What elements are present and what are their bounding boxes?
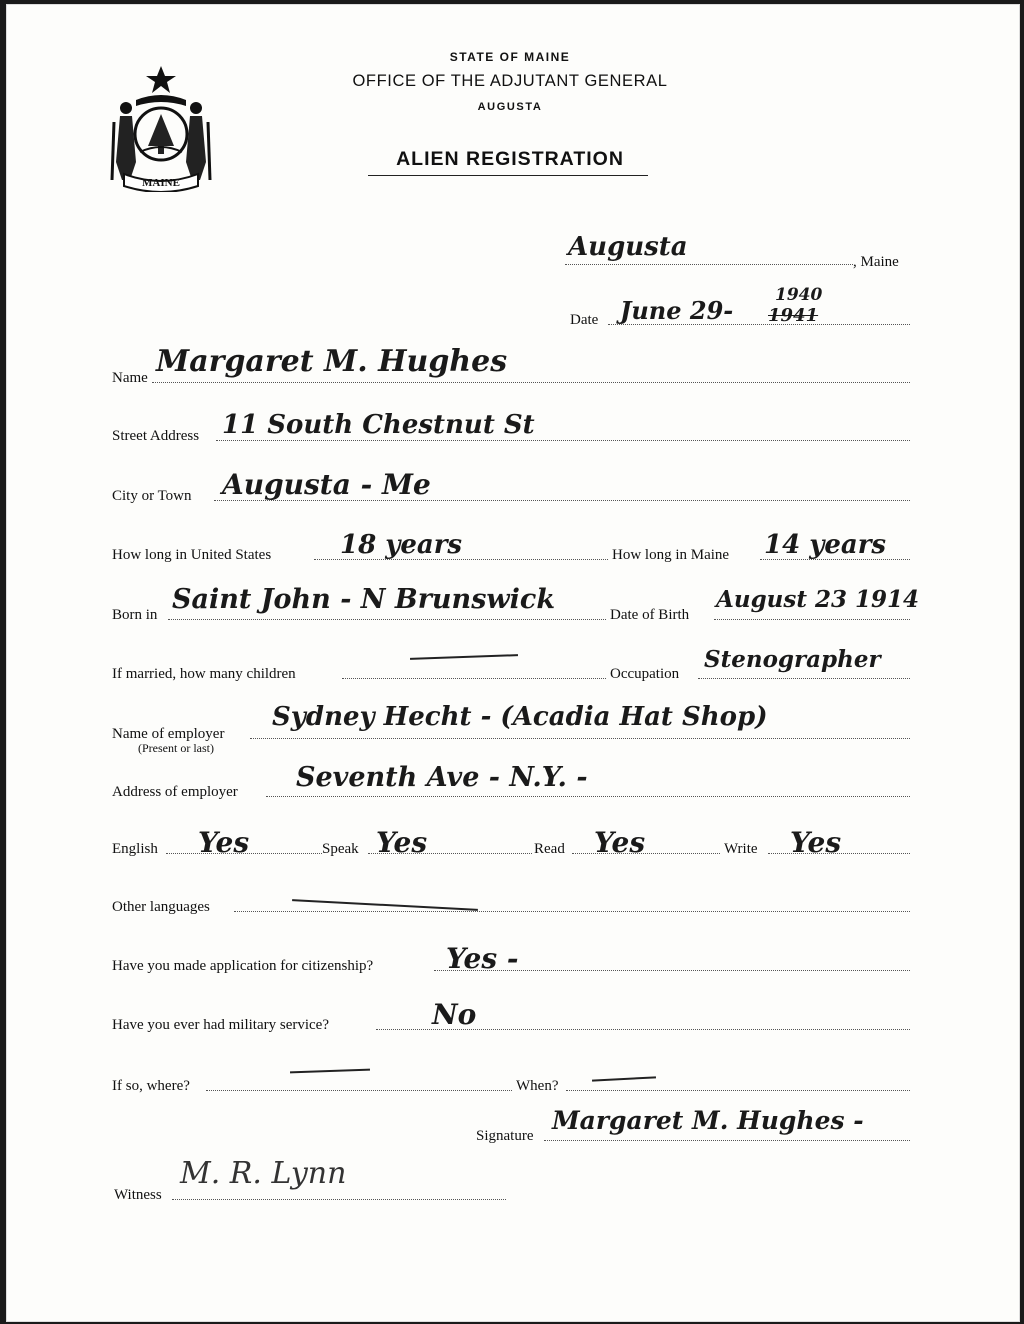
how-long-us-label: How long in United States: [112, 547, 272, 563]
occupation-label: Occupation: [610, 666, 680, 682]
witness-value[interactable]: M. R. Lynn: [180, 1156, 347, 1191]
dob-value[interactable]: August 23 1914: [716, 586, 919, 613]
maine-label: , Maine: [853, 254, 899, 270]
citizenship-label: Have you made application for citizenship?: [112, 958, 374, 974]
write-label: Write: [724, 841, 758, 857]
year-corrected-value: 1940: [775, 285, 823, 305]
born-label: Born in: [112, 607, 158, 623]
employer-value[interactable]: Sydney Hecht - (Acadia Hat Shop): [272, 702, 768, 732]
name-label: Name: [112, 370, 148, 386]
form-title: ALIEN REGISTRATION: [396, 148, 624, 170]
dob-label: Date of Birth: [610, 607, 690, 623]
employer-address-line: [266, 796, 910, 797]
where-line: [206, 1090, 512, 1091]
other-languages-line: [234, 911, 910, 912]
where-label: If so, where?: [112, 1078, 190, 1094]
speak-value[interactable]: Yes: [376, 826, 428, 859]
read-value[interactable]: Yes: [594, 826, 646, 859]
witness-label: Witness: [114, 1187, 162, 1203]
married-line: [342, 678, 606, 679]
speak-label: Speak: [322, 841, 359, 857]
signature-line: [544, 1140, 910, 1141]
date-value[interactable]: June 29-: [620, 296, 734, 325]
header-state: STATE OF MAINE: [449, 50, 571, 64]
english-label: English: [112, 841, 158, 857]
street-value[interactable]: 11 South Chestnut St: [222, 410, 535, 440]
english-value[interactable]: Yes: [198, 826, 250, 859]
header-city: AUGUSTA: [477, 101, 543, 113]
born-value[interactable]: Saint John - N Brunswick: [172, 584, 556, 615]
when-label: When?: [516, 1078, 559, 1094]
place-line: [565, 264, 853, 265]
street-line: [216, 440, 910, 441]
other-languages-label: Other languages: [112, 899, 210, 915]
year-struck-value: 1941: [768, 305, 819, 326]
name-line: [152, 382, 910, 383]
how-long-me-label: How long in Maine: [612, 547, 730, 563]
how-long-me-value[interactable]: 14 years: [764, 530, 887, 560]
citizenship-value[interactable]: Yes -: [446, 942, 519, 975]
header-office: OFFICE OF THE ADJUTANT GENERAL: [352, 72, 668, 90]
employer-label: Name of employer: [112, 726, 225, 742]
occupation-value[interactable]: Stenographer: [704, 646, 881, 673]
title-underline: [368, 175, 648, 176]
dob-line: [714, 619, 910, 620]
born-line: [168, 619, 606, 620]
name-value[interactable]: Margaret M. Hughes: [156, 344, 508, 379]
military-value[interactable]: No: [432, 998, 477, 1031]
street-label: Street Address: [112, 428, 200, 444]
how-long-us-value[interactable]: 18 years: [340, 530, 463, 560]
military-label: Have you ever had military service?: [112, 1017, 329, 1033]
signature-value[interactable]: Margaret M. Hughes -: [552, 1106, 864, 1135]
city-label: City or Town: [112, 488, 192, 504]
married-label: If married, how many children: [112, 666, 296, 682]
employer-address-value[interactable]: Seventh Ave - N.Y. -: [296, 762, 588, 793]
date-label: Date: [570, 312, 599, 328]
write-value[interactable]: Yes: [790, 826, 842, 859]
when-line: [566, 1090, 910, 1091]
occupation-line: [698, 678, 910, 679]
employer-line: [250, 738, 910, 739]
signature-label: Signature: [476, 1128, 534, 1144]
svg-text:MAINE: MAINE: [142, 177, 180, 189]
city-value[interactable]: Augusta - Me: [222, 468, 431, 501]
employer-sublabel: (Present or last): [138, 741, 214, 755]
employer-address-label: Address of employer: [112, 784, 238, 800]
read-label: Read: [534, 841, 565, 857]
place-value[interactable]: Augusta: [568, 232, 688, 262]
witness-line: [172, 1199, 506, 1200]
